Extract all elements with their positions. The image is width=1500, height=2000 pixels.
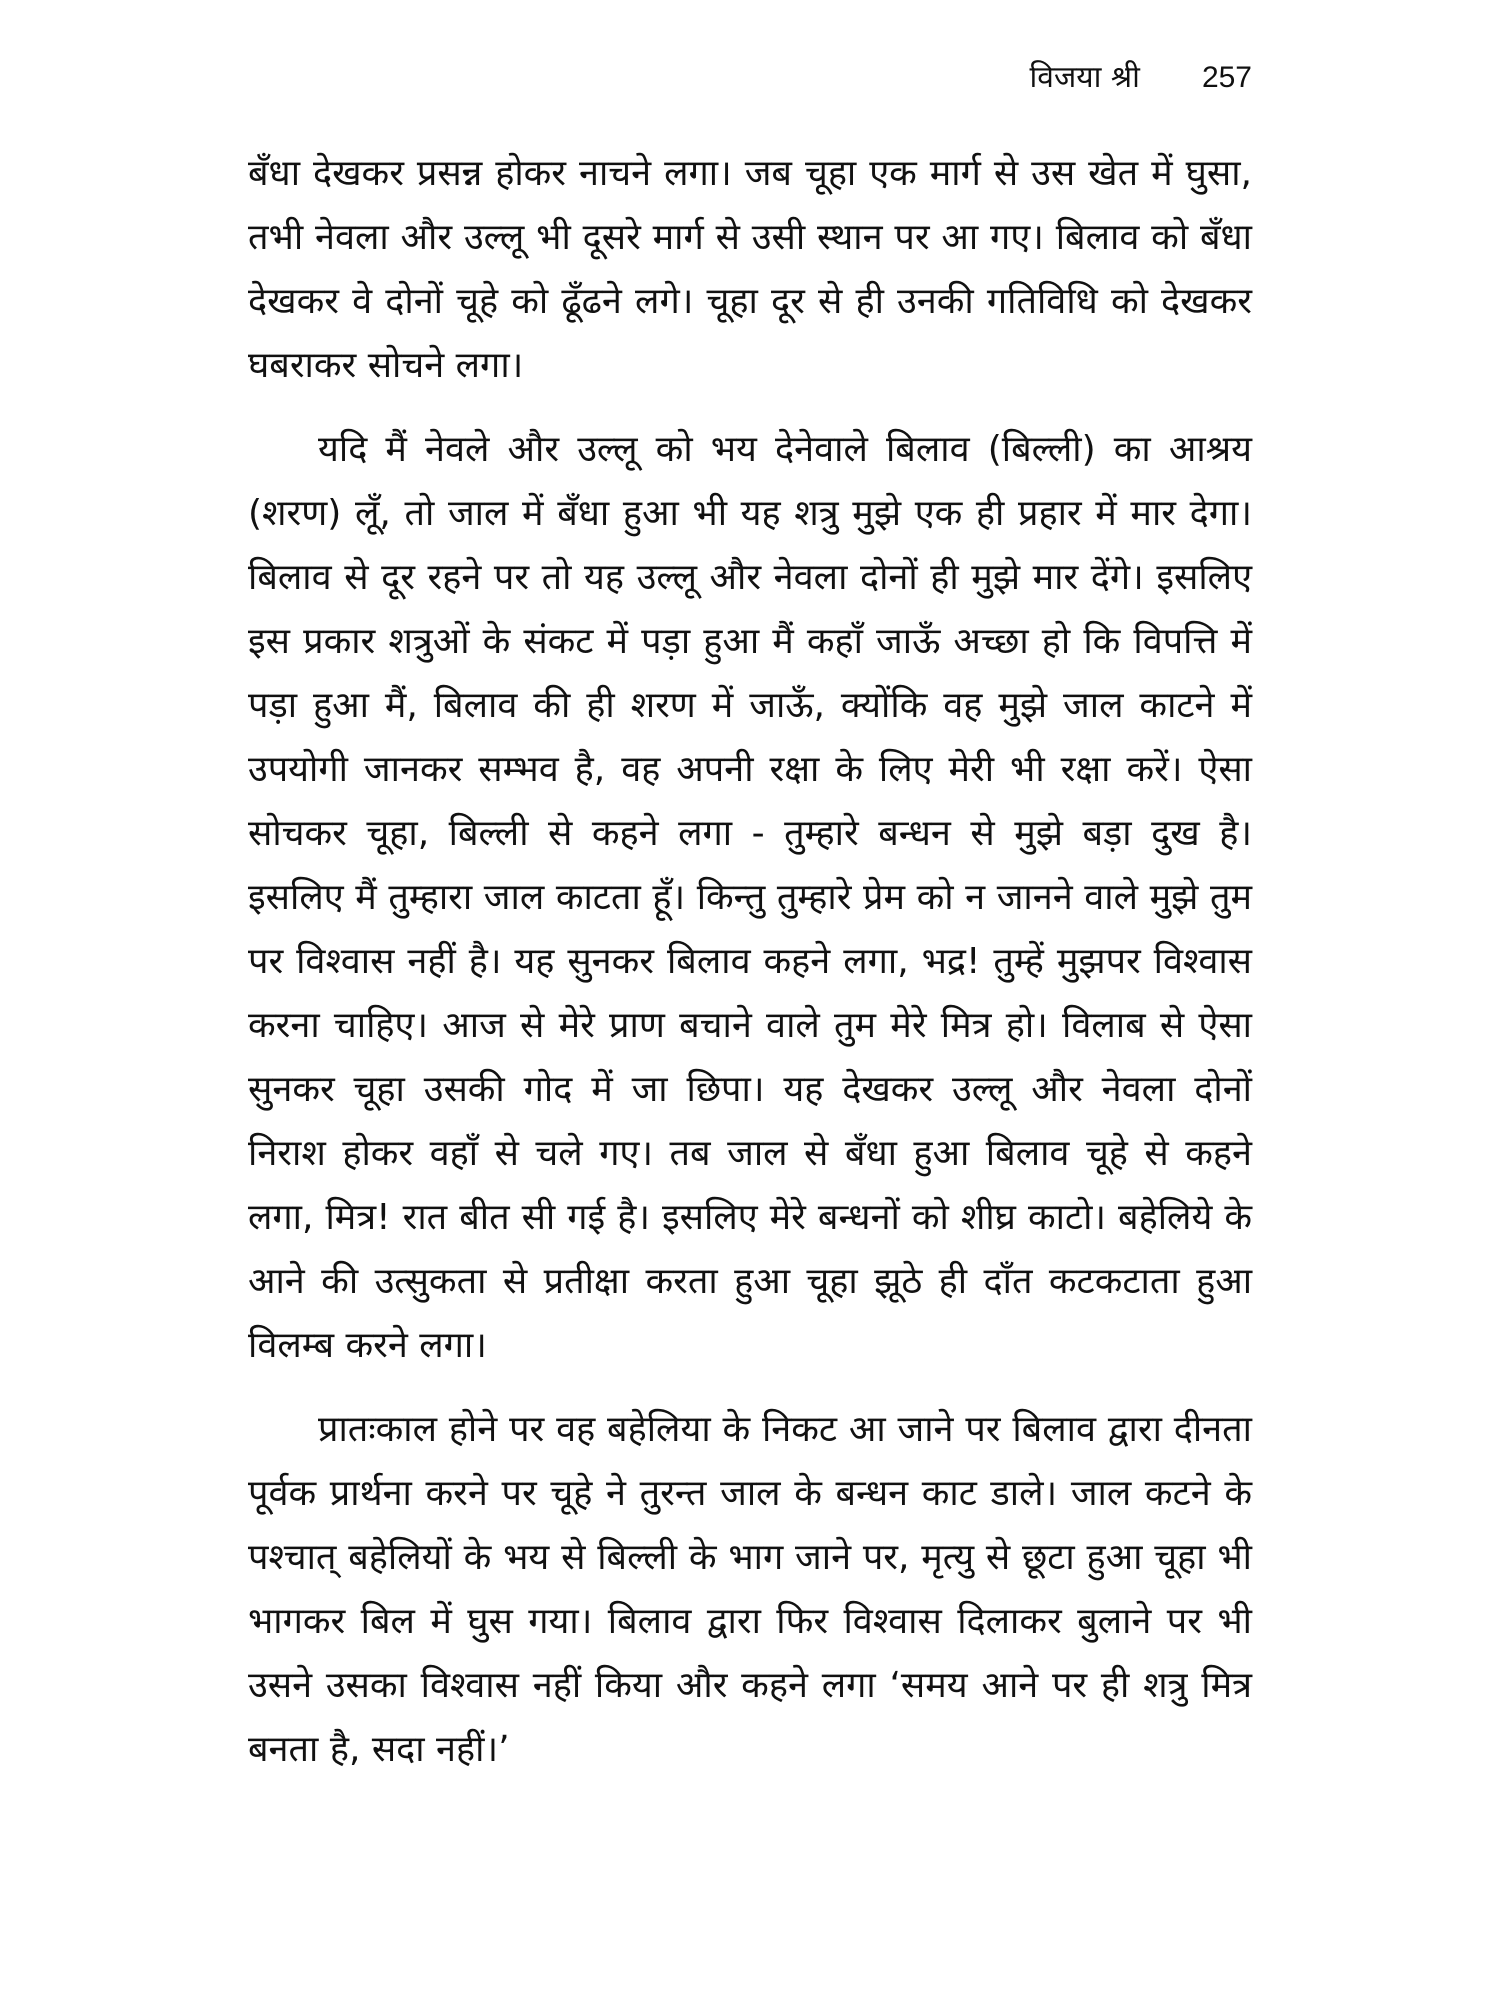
- paragraph-3: प्रातःकाल होने पर वह बहेलिया के निकट आ जाने पर बिलाव द्वारा दीनता पूर्वक प्रार्थना करने पर चूहे ने तुरन्त जाल के बन्धन काट डाले। जाल कटने के पश्चात् बहेलियों के भय से बिल्ली के भाग जाने पर, मृत्यु से छूटा हुआ चूहा भी भागकर बिल में घुस गया। बिलाव द्वारा फिर विश्वास दिलाकर बुलाने पर भी उसने उसका विश्वास नहीं किया और कहने लगा ‘समय आने पर ही शत्रु मित्र बनता है, सदा नहीं।’: [248, 1409, 1252, 1770]
- paragraph-2: यदि मैं नेवले और उल्लू को भय देनेवाले बिलाव (बिल्ली) का आश्रय (शरण) लूँ, तो जाल में बँधा हुआ भी यह शत्रु मुझे एक ही प्रहार में मार देगा। बिलाव से दूर रहने पर तो यह उल्लू और नेवला दोनों ही मुझे मार देंगे। इसलिए इस प्रकार शत्रुओं के संकट में पड़ा हुआ मैं कहाँ जाऊँ अच्छा हो कि विपत्ति में पड़ा हुआ मैं, बिलाव की ही शरण में जाऊँ, क्योंकि वह मुझे जाल काटने में उपयोगी जानकर सम्भव है, वह अपनी रक्षा के लिए मेरी भी रक्षा करें। ऐसा सोचकर चूहा, बिल्ली से कहने लगा - तुम्हारे बन्धन से मुझे बड़ा दुख है। इसलिए मैं तुम्हारा जाल काटता हूँ। किन्तु तुम्हारे प्रेम को न जानने वाले मुझे तुम पर विश्वास नहीं है। यह सुनकर बिलाव कहने लगा, भद्र! तुम्हें मुझपर विश्वास करना चाहिए। आज से मेरे प्राण बचाने वाले तुम मेरे मित्र हो। विलाब से ऐसा सुनकर चूहा उसकी गोद में जा छिपा। यह देखकर उल्लू और नेवला दोनों निराश होकर वहाँ से चले गए। तब जाल से बँधा हुआ बिलाव चूहे से कहने लगा, मित्र! रात बीत सी गई है। इसलिए मेरे बन्धनों को शीघ्र काटो। बहेलिये के आने की उत्सुकता से प्रतीक्षा करता हुआ चूहा झूठे ही दाँत कटकटाता हुआ विलम्ब करने लगा।: [248, 429, 1252, 1366]
- running-title: विजया श्री: [1029, 60, 1140, 95]
- paragraph-1: बँधा देखकर प्रसन्न होकर नाचने लगा। जब चूहा एक मार्ग से उस खेत में घुसा, तभी नेवला और उल्लू भी दूसरे मार्ग से उसी स्थान पर आ गए। बिलाव को बँधा देखकर वे दोनों चूहे को ढूँढने लगे। चूहा दूर से ही उनकी गतिविधि को देखकर घबराकर सोचने लगा।: [248, 153, 1252, 386]
- page-number: 257: [1201, 61, 1252, 94]
- running-header: [1030, 58, 1253, 98]
- body-text: [248, 142, 1252, 1782]
